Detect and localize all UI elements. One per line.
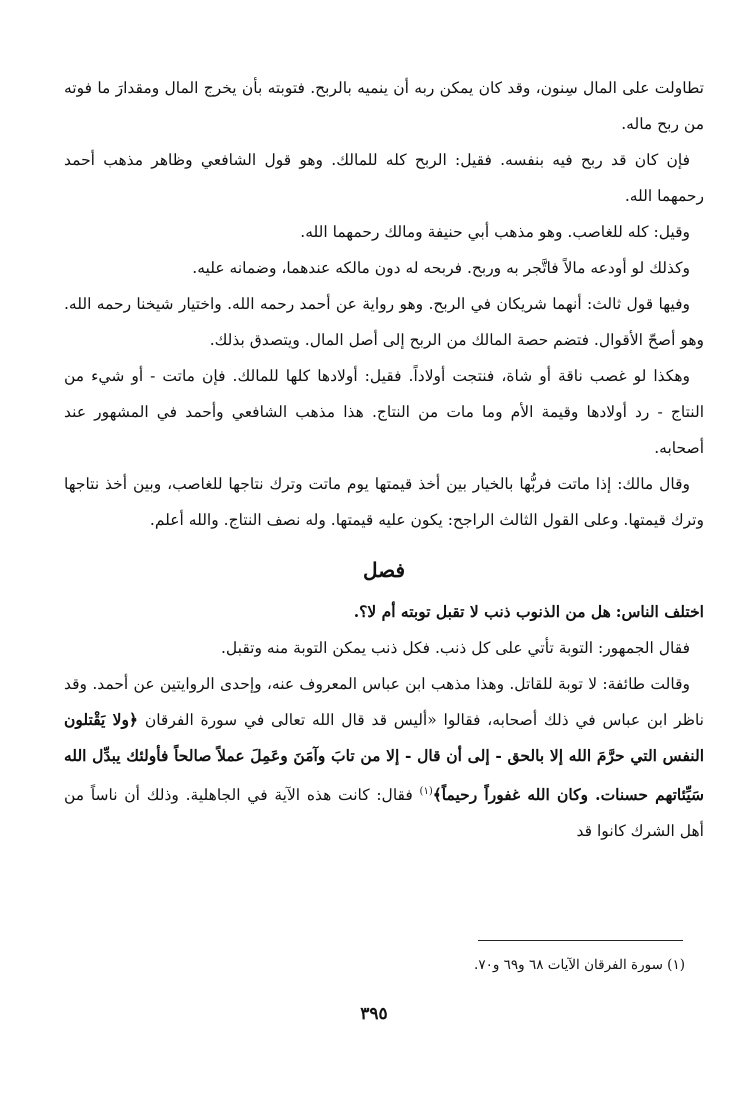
paragraph-7: وقال مالك: إذا ماتت فربُّها بالخيار بين أخذ قيمتها يوم ماتت وترك نتاجها للغاصب، وبين أخذ نتاجها وترك قيمتها. وعلى القول الثالث الراجح: يكون عليه قيمتها. وله نصف النتاج. والله أعلم.: [64, 475, 704, 529]
page-body: [64, 70, 704, 849]
footnote-marker: (١): [419, 786, 433, 797]
paragraph-5: وفيها قول ثالث: أنهما شريكان في الربح. وهو رواية عن أحمد رحمه الله. واختيار شيخنا رحمه الله. وهو أصحّ الأقوال. فتضم حصة المالك من الربح إلى أصل المال. ويتصدق بذلك.: [64, 295, 704, 349]
question-text: هل من الذنوب ذنب لا تقبل توبته أم لا؟.: [353, 602, 611, 621]
faction-text-2: فقال: كانت هذه الآية في الجاهلية. وذلك أن ناساً من أهل الشرك كانوا قد: [64, 786, 704, 841]
footnote-divider: [478, 940, 683, 941]
faction-paragraph: [64, 666, 704, 849]
majority-paragraph: فقال الجمهور: التوبة تأتي على كل ذنب. فكل ذنب يمكن التوبة منه وتقبل.: [221, 639, 690, 657]
paragraph-2: فإن كان قد ربح فيه بنفسه. فقيل: الربح كله للمالك. وهو قول الشافعي وظاهر مذهب أحمد رحمهما الله.: [64, 151, 704, 205]
paragraph-1: تطاولت على المال سِنون، وقد كان يمكن ربه أن ينميه بالربح. فتوبته بأن يخرج المال ومقدارَ ما فوته من ربح ماله.: [64, 79, 704, 133]
page-number: ٣٩٥: [360, 1004, 388, 1024]
quran-verse: ﴿ولا يَقْتلون النفس التي حرَّمَ الله إلا بالحق - إلى أن قال - إلا من تابَ وآمَنَ وعَمِلَ عملاً صالحاً فأولئك يبدِّل الله سَيِّئاتهم حسنات. وكان الله غفوراً رحيماً﴾: [64, 710, 704, 805]
faction-text-1: وقالت طائفة: لا توبة للقاتل. وهذا مذهب ابن عباس المعروف عنه، وإحدى الروايتين عن أحمد. وقد ناظر ابن عباس في ذلك أصحابه، فقالوا «أليس قد قال الله تعالى في سورة الفرقان: [64, 675, 704, 729]
section-heading: فصل: [362, 558, 406, 582]
paragraph-3: وقيل: كله للغاصب. وهو مذهب أبي حنيفة ومالك رحمهما الله.: [300, 223, 690, 241]
paragraph-6: وهكذا لو غصب ناقة أو شاة، فنتجت أولاداً. فقيل: أولادها كلها للمالك. فإن ماتت - أو شيء من النتاج - رد أولادها وقيمة الأم وما مات من النتاج. هذا مذهب الشافعي وأحمد في المشهور عند أصحابه.: [64, 367, 704, 457]
paragraph-4: وكذلك لو أودعه مالاً فاتَّجر به وربح. فربحه له دون مالكه عندهما، وضمانه عليه.: [192, 259, 690, 277]
question-lead: اختلف الناس:: [615, 602, 704, 621]
footnote: (١) سورة الفرقان الآيات ٦٨ و٦٩ و٧٠.: [474, 957, 685, 973]
question-paragraph: [64, 594, 704, 630]
